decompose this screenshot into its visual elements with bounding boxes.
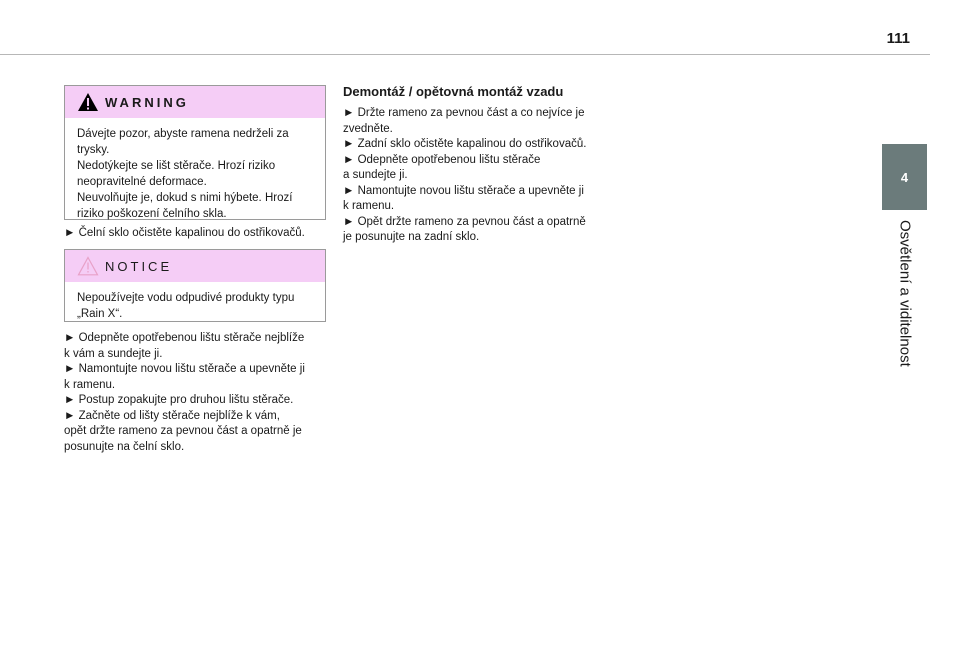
warning-line: Neuvolňujte je, dokud s nimi hýbete. Hrozí bbox=[77, 192, 293, 204]
chapter-tab[interactable] bbox=[882, 144, 927, 210]
notice-body bbox=[65, 282, 325, 322]
rear-wiper-steps bbox=[343, 106, 605, 246]
step-line: ► Čelní sklo očistěte kapalinou do ostřikovačů. bbox=[64, 227, 305, 239]
step-line: posunujte na čelní sklo. bbox=[64, 440, 185, 453]
step-line: k ramenu. bbox=[64, 378, 116, 391]
warning-body bbox=[65, 118, 325, 222]
notice-box bbox=[64, 249, 326, 322]
step-line: opět držte rameno za pevnou část a opatrně je bbox=[64, 425, 302, 437]
step-line: ► Namontujte novou lištu stěrače a upevněte ji bbox=[64, 363, 305, 375]
front-wiper-steps bbox=[64, 331, 326, 455]
step-line: a sundejte ji. bbox=[343, 169, 408, 181]
warning-line: trysky. bbox=[77, 144, 110, 156]
rear-section-title: Demontáž / opětovná montáž vzadu bbox=[343, 84, 564, 99]
step-line: ► Začněte od lišty stěrače nejblíže k vám, bbox=[64, 409, 280, 422]
notice-header bbox=[65, 250, 325, 282]
chapter-number: 4 bbox=[900, 169, 909, 185]
header-divider bbox=[0, 54, 930, 55]
step-line: k vám a sundejte ji. bbox=[64, 347, 163, 360]
notice-heading: NOTICE bbox=[105, 258, 173, 274]
step-line: ► Namontujte novou lištu stěrače a upevněte ji bbox=[343, 184, 584, 197]
warning-heading: WARNING bbox=[105, 94, 189, 110]
notice-line: „Rain X“. bbox=[77, 308, 123, 320]
warning-header bbox=[65, 86, 325, 118]
step-line: je posunujte na zadní sklo. bbox=[343, 231, 480, 243]
step-line: ► Opět držte rameno za pevnou část a opatrně bbox=[343, 215, 586, 228]
warning-line: riziko poškození čelního skla. bbox=[77, 208, 227, 220]
page-number: 111 bbox=[886, 30, 910, 47]
notice-triangle-icon bbox=[77, 256, 99, 276]
step-line: ► Odepněte opotřebenou lištu stěrače bbox=[343, 153, 541, 166]
warning-triangle-icon bbox=[77, 92, 99, 112]
step-line: k ramenu. bbox=[343, 200, 395, 212]
warning-line: neopravitelné deformace. bbox=[77, 176, 207, 188]
warning-box bbox=[64, 85, 326, 220]
warning-line: Dávejte pozor, abyste ramena nedrželi za bbox=[77, 128, 289, 140]
step-line: ► Odepněte opotřebenou lištu stěrače nejblíže bbox=[64, 332, 305, 344]
step-line: zvedněte. bbox=[343, 122, 393, 135]
step-line: ► Postup zopakujte pro druhou lištu stěrače. bbox=[64, 394, 294, 406]
warning-line: Nedotýkejte se lišt stěrače. Hrozí riziko bbox=[77, 160, 276, 172]
chapter-title-text: Osvětlení a viditelnost bbox=[896, 220, 914, 367]
step-line: ► Držte rameno za pevnou část a co nejvíce je bbox=[343, 107, 585, 119]
chapter-title bbox=[880, 220, 930, 395]
step-line: ► Zadní sklo očistěte kapalinou do ostřikovačů. bbox=[343, 138, 587, 150]
clean-windscreen-step bbox=[64, 226, 334, 242]
notice-line: Nepoužívejte vodu odpudivé produkty typu bbox=[77, 292, 295, 304]
